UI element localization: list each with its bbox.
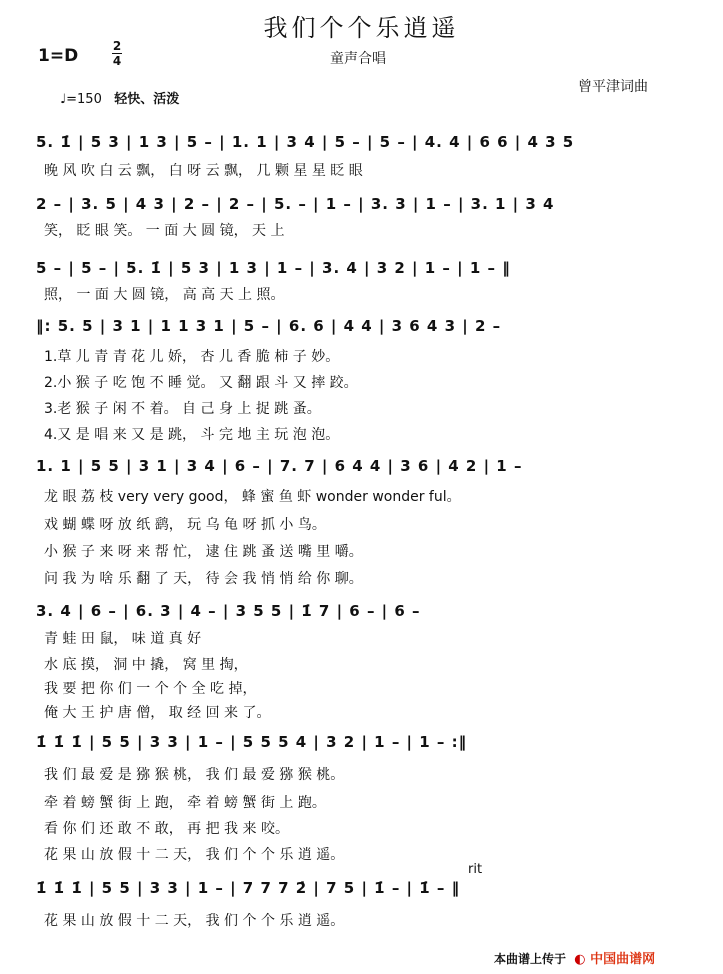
lyrics-row-6-verse-2: 水 底 摸， 洞 中 撬， 窝 里 掏，: [44, 657, 248, 673]
lyrics-row-4-verse-4: 4.又 是 唱 来 又 是 跳， 斗 完 地 主 玩 泡 泡。: [44, 427, 340, 443]
notes-row-7: 1̇ 1̇ 1̇ | 5 5 | 3 3 | 1 – | 5 5 5 4 | 3 2 | 1 – | 1 – :‖: [36, 733, 468, 751]
site-logo[interactable]: [574, 948, 655, 967]
lyrics-row-6-verse-3: 我 要 把 你 们 一 个 个 全 吃 掉，: [44, 681, 257, 697]
logo-icon: ◐: [574, 952, 586, 967]
key-signature: 1=D: [38, 46, 79, 66]
lyrics-row-5-verse-3: 小 猴 子 来 呀 来 帮 忙， 逮 住 跳 蚤 送 嘴 里 嚼。: [44, 544, 363, 560]
song-title: 我们个个乐逍遥: [263, 14, 460, 42]
performance-note: 童声合唱: [330, 51, 386, 67]
lyrics-row-6-verse-1: 青 蛙 田 鼠， 味 道 真 好: [44, 631, 202, 647]
lyrics-row-4-verse-3: 3.老 猴 子 闲 不 着。 自 己 身 上 捉 跳 蚤。: [44, 401, 321, 417]
staff-row-8: [32, 874, 688, 904]
notes-row-8: 1̇ 1̇ 1̇ | 5 5 | 3 3 | 1 – | 7 7 7 2̇ | 7 5 | 1̇ – | 1̇ – ‖: [36, 879, 461, 897]
notes-row-4: ‖: 5. 5 | 3 1 | 1 1 3 1 | 5 – | 6. 6 | 4 4 | 3 6 4 3 | 2 –: [36, 317, 502, 335]
notes-row-3: 5 – | 5 – | 5. 1̇ | 5 3 | 1 3 | 1 – | 3. 4 | 3 2 | 1 – | 1 – ‖: [36, 259, 511, 277]
lyrics-row-7-verse-1: 我 们 最 爱 是 猕 猴 桃， 我 们 最 爱 猕 猴 桃。: [44, 767, 345, 783]
lyrics-row-2-verse-1: 笑， 眨 眼 笑。 一 面 大 圆 镜， 天 上: [44, 223, 285, 239]
lyrics-row-7-verse-2: 牵 着 螃 蟹 街 上 跑， 牵 着 螃 蟹 街 上 跑。: [44, 795, 326, 811]
staff-row-3: [32, 254, 688, 284]
staff-row-1: [32, 128, 688, 158]
notes-row-2: 2 – | 3. 5 | 4 3 | 2 – | 2 – | 5. – | 1 – | 3. 3 | 1 – | 3. 1 | 3 4: [36, 195, 555, 213]
lyrics-row-5-verse-2: 戏 蝴 蝶 呀 放 纸 鹞， 玩 乌 龟 呀 抓 小 鸟。: [44, 517, 326, 533]
lyrics-row-4-verse-1: 1.草 儿 青 青 花 儿 娇， 杏 儿 香 脆 柿 子 妙。: [44, 349, 340, 365]
lyrics-row-8-verse-1: 花 果 山 放 假 十 二 天， 我 们 个 个 乐 逍 遥。: [44, 913, 345, 929]
tempo: [60, 88, 179, 107]
footer: [494, 948, 655, 967]
author-credit: 曾平津词曲: [578, 79, 648, 95]
time-top: 2: [112, 39, 122, 53]
staff-row-2: [32, 190, 688, 220]
staff-row-6: [32, 597, 688, 627]
staff-row-5: [32, 452, 688, 482]
lyrics-row-6-verse-4: 俺 大 王 护 唐 僧， 取 经 回 来 了。: [44, 705, 271, 721]
staff-row-7: [32, 728, 688, 758]
ritardando-mark: rit: [468, 862, 483, 877]
tempo-mark: ♩=150: [60, 92, 102, 107]
tempo-text: 轻快、活泼: [114, 92, 180, 107]
lyrics-row-4-verse-2: 2.小 猴 子 吃 饱 不 睡 觉。 又 翻 跟 斗 又 摔 跤。: [44, 375, 358, 391]
lyrics-row-5-verse-1: 龙 眼 荔 枝 very very good， 蜂 蜜 鱼 虾 wonder wonder ful。: [44, 489, 461, 505]
staff-row-4: [32, 312, 688, 342]
notes-row-6: 3. 4 | 6 – | 6. 3 | 4 – | 3 5 5 | 1̇ 7 | 6 – | 6 –: [36, 602, 421, 620]
notes-row-1: 5. 1̇ | 5 3 | 1 3 | 5 – | 1. 1 | 3 4 | 5 – | 5 – | 4. 4 | 6 6 | 4 3 5: [36, 133, 575, 151]
time-bottom: 4: [112, 54, 122, 68]
footer-text: 本曲谱上传于: [494, 952, 567, 966]
notes-row-5: 1. 1 | 5 5 | 3 1 | 3 4 | 6 – | 7. 7 | 6 4 4 | 3 6 | 4 2 | 1 –: [36, 457, 523, 475]
lyrics-row-1-verse-1: 晚 风 吹 白 云 飘， 白 呀 云 飘， 几 颗 星 星 眨 眼: [44, 163, 363, 179]
lyrics-row-3-verse-1: 照， 一 面 大 圆 镜， 高 高 天 上 照。: [44, 287, 285, 303]
logo-text: 中国曲谱网: [590, 952, 656, 967]
time-signature: [112, 40, 122, 67]
lyrics-row-7-verse-3: 看 你 们 还 敢 不 敢， 再 把 我 来 咬。: [44, 821, 289, 837]
lyrics-row-7-verse-4: 花 果 山 放 假 十 二 天， 我 们 个 个 乐 逍 遥。: [44, 847, 345, 863]
lyrics-row-5-verse-4: 问 我 为 啥 乐 翻 了 天， 待 会 我 悄 悄 给 你 聊。: [44, 571, 363, 587]
